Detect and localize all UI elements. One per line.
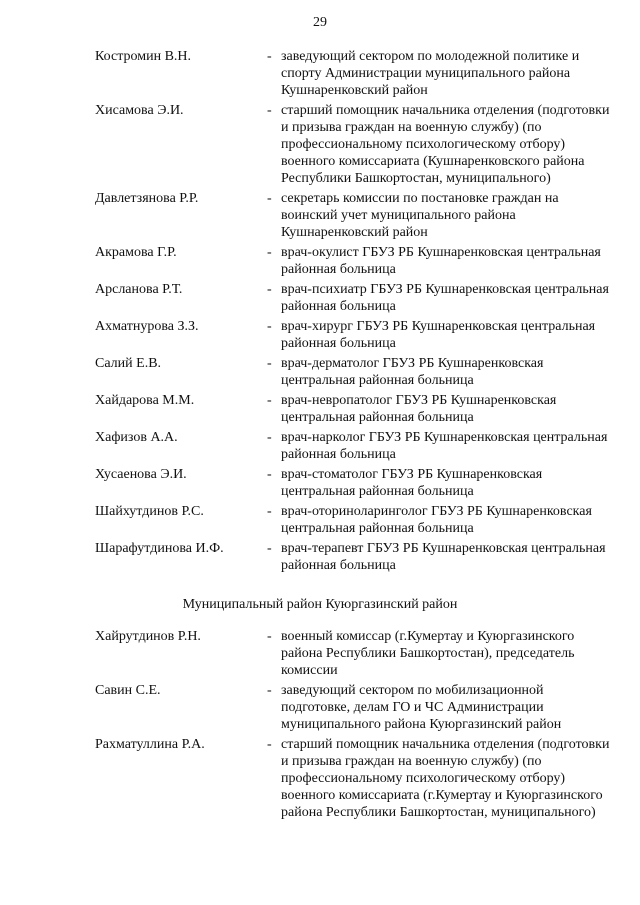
member-role: врач-терапевт ГБУЗ РБ Кушнаренковская центральная районная больница	[281, 541, 606, 573]
list-item	[0, 540, 640, 574]
member-name: Костромин В.Н.	[95, 49, 192, 64]
dash: -	[267, 504, 272, 519]
section-title: Муниципальный район Куюргазинский район	[182, 597, 458, 612]
dash: -	[267, 467, 272, 482]
dash: -	[267, 103, 272, 118]
dash: -	[267, 356, 272, 371]
member-role: заведующий сектором по молодежной политике и спорту Администрации муниципального района Кушнаренковский район	[281, 49, 580, 98]
list-item	[0, 48, 640, 99]
member-role: врач-психиатр ГБУЗ РБ Кушнаренковская центральная районная больница	[281, 282, 609, 314]
dash: -	[267, 319, 272, 334]
member-name: Акрамова Г.Р.	[95, 245, 177, 260]
member-name: Рахматуллина Р.А.	[95, 737, 205, 752]
dash: -	[267, 430, 272, 445]
members-list-kuyurgazinsky	[0, 628, 640, 821]
list-item	[0, 392, 640, 426]
member-name: Давлетзянова Р.Р.	[95, 191, 199, 206]
dash: -	[267, 393, 272, 408]
member-name: Ахматнурова З.З.	[95, 319, 199, 334]
list-item	[0, 355, 640, 389]
list-item	[0, 503, 640, 537]
member-role: врач-невропатолог ГБУЗ РБ Кушнаренковская центральная районная больница	[281, 393, 557, 425]
member-role: старший помощник начальника отделения (подготовки и призыва граждан на военную службу) (по профессиональному психологическому отбору) военного комиссариата (г.Кумертау и Куюргазинского района Республики Башкортостан, муниципального)	[281, 737, 610, 820]
list-item	[0, 736, 640, 821]
member-name: Шайхутдинов Р.С.	[95, 504, 204, 519]
member-role: врач-нарколог ГБУЗ РБ Кушнаренковская центральная районная больница	[281, 430, 608, 462]
list-item	[0, 318, 640, 352]
member-role: старший помощник начальника отделения (подготовки и призыва граждан на военную службу) (по профессиональному психологическому отбору) военного комиссариата (Кушнаренковского района Республики Башкортостан, муниципального)	[281, 103, 610, 186]
list-item	[0, 281, 640, 315]
members-list-kushnarenkovsky	[0, 48, 640, 574]
list-item	[0, 429, 640, 463]
member-name: Хусаенова Э.И.	[95, 467, 187, 482]
member-name: Шарафутдинова И.Ф.	[95, 541, 224, 556]
dash: -	[267, 49, 272, 64]
list-item	[0, 628, 640, 679]
list-item	[0, 102, 640, 187]
list-item	[0, 466, 640, 500]
member-name: Хафизов А.А.	[95, 430, 178, 445]
list-item	[0, 190, 640, 241]
member-name: Хайрутдинов Р.Н.	[95, 629, 201, 644]
member-role: военный комиссар (г.Кумертау и Куюргазинского района Республики Башкортостан), председатель комиссии	[281, 629, 575, 678]
member-name: Салий Е.В.	[95, 356, 162, 371]
dash: -	[267, 683, 272, 698]
dash: -	[267, 245, 272, 260]
member-name: Хисамова Э.И.	[95, 103, 184, 118]
page-number: 29	[313, 15, 327, 30]
member-role: секретарь комиссии по постановке граждан на воинский учет муниципального района Кушнаренковский район	[281, 191, 559, 240]
member-role: врач-стоматолог ГБУЗ РБ Кушнаренковская центральная районная больница	[281, 467, 543, 499]
member-name: Хайдарова М.М.	[95, 393, 195, 408]
member-role: заведующий сектором по мобилизационной подготовке, делам ГО и ЧС Администрации муниципального района Куюргазинский район	[281, 683, 562, 732]
list-item	[0, 244, 640, 278]
member-role: врач-оториноларинголог ГБУЗ РБ Кушнаренковская центральная районная больница	[281, 504, 592, 536]
member-name: Арсланова Р.Т.	[95, 282, 183, 297]
dash: -	[267, 191, 272, 206]
dash: -	[267, 737, 272, 752]
dash: -	[267, 541, 272, 556]
member-role: врач-хирург ГБУЗ РБ Кушнаренковская центральная районная больница	[281, 319, 596, 351]
member-role: врач-дерматолог ГБУЗ РБ Кушнаренковская центральная районная больница	[281, 356, 544, 388]
member-name: Савин С.Е.	[95, 683, 161, 698]
dash: -	[267, 629, 272, 644]
member-role: врач-окулист ГБУЗ РБ Кушнаренковская центральная районная больница	[281, 245, 601, 277]
list-item	[0, 682, 640, 733]
dash: -	[267, 282, 272, 297]
